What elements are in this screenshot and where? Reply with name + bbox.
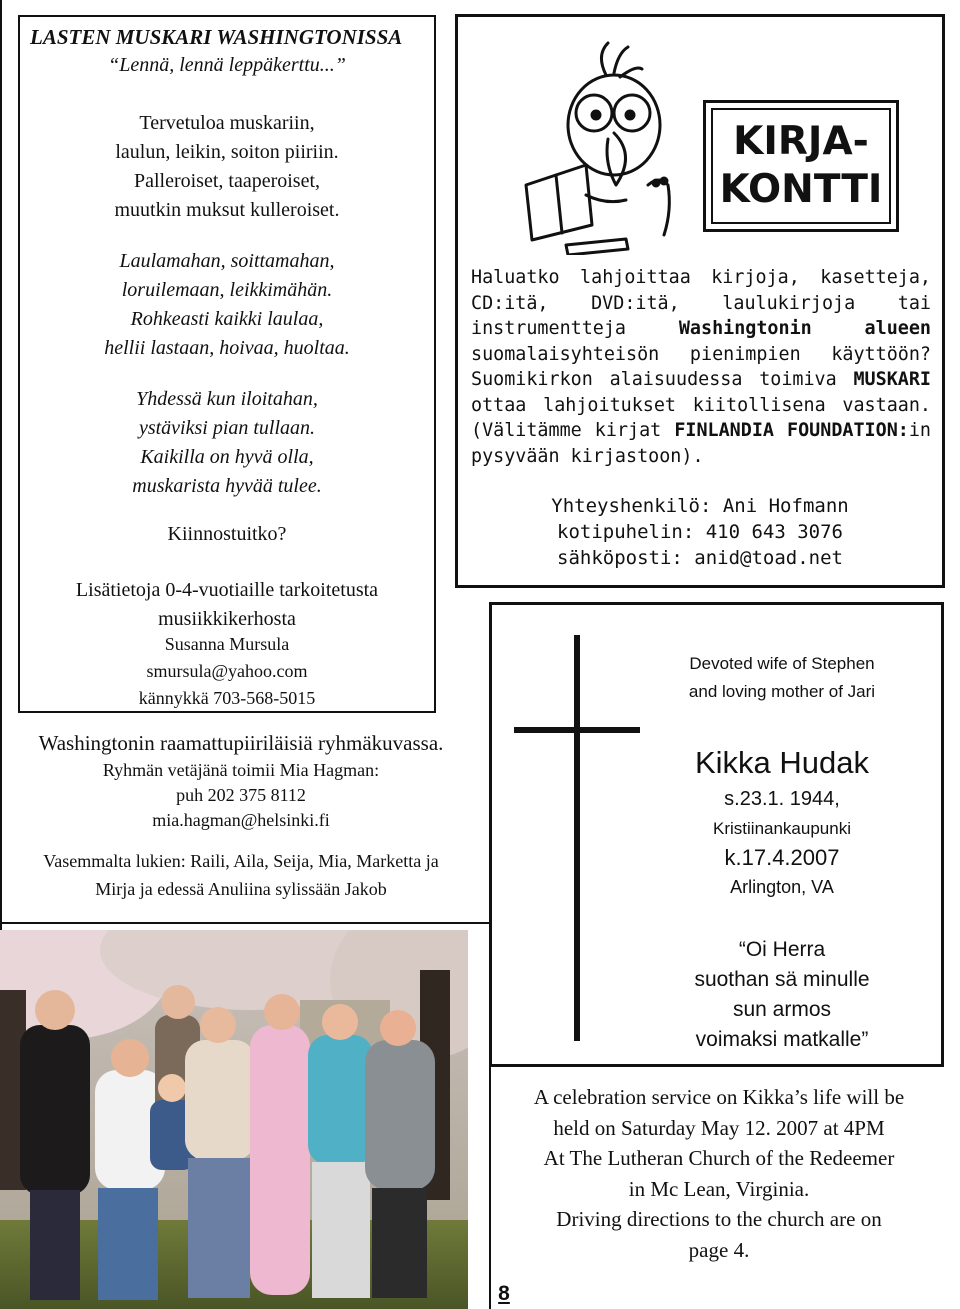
poem-stanza-3 — [20, 385, 434, 501]
cross-icon-bar — [514, 727, 640, 733]
celebration-line: At The Lutheran Church of the Redeemer — [543, 1146, 895, 1170]
muskari-contact — [20, 631, 434, 712]
dedication-line: Devoted wife of Stephen — [689, 654, 875, 673]
celebration-line: A celebration service on Kikka’s life will be — [533, 1085, 905, 1109]
memorial-birth-place: Kristiinankaupunki — [713, 819, 851, 838]
muskari-question: Kiinnostuitko? — [167, 523, 287, 545]
caption-line: Vasemmalta lukien: Raili, Aila, Seija, Mia, Marketta ja — [43, 851, 439, 871]
bible-group-details — [0, 758, 482, 833]
quote-line: voimaksi matkalle” — [695, 1028, 869, 1051]
memorial-dedication — [662, 650, 902, 706]
vertical-divider — [489, 1067, 491, 1309]
poem-line: Yhdessä kun iloitahan, — [136, 388, 318, 410]
celebration-notice — [496, 1082, 942, 1265]
horizontal-divider — [0, 922, 489, 924]
detail-line: Ryhmän vetäjänä toimii Mia Hagman: — [102, 760, 380, 780]
muskari-title: LASTEN MUSKARI WASHINGTONISSA — [30, 25, 403, 49]
info-line: Lisätietoja 0-4-vuotiaille tarkoitetusta — [75, 579, 379, 601]
info-line: musiikkikerhosta — [158, 608, 296, 630]
dedication-line: and loving mother of Jari — [688, 682, 876, 701]
page-number: 8 — [498, 1282, 510, 1305]
memorial-birth-date: s.23.1. 1944, — [724, 788, 840, 810]
contact-phone: kännykkä 703-568-5015 — [138, 688, 316, 708]
cross-icon — [574, 635, 580, 1041]
poem-line: hellii lastaan, hoivaa, huoltaa. — [104, 337, 350, 359]
contact-phone: kotipuhelin: 410 643 3076 — [557, 521, 843, 543]
poem-line: loruilemaan, leikkimähän. — [121, 279, 333, 301]
description-text: suomalaisyhteisön pienimpien käyttöön? Suomikirkon alaisuudessa toimiva — [471, 343, 931, 390]
memorial-box — [489, 602, 944, 1067]
celebration-line: page 4. — [688, 1237, 750, 1262]
celebration-line: Driving directions to the church are on — [556, 1207, 882, 1231]
left-divider — [0, 0, 2, 930]
logo-line-2: KONTTI — [719, 167, 883, 212]
bible-group-section — [0, 731, 482, 903]
contact-email[interactable]: smursula@yahoo.com — [146, 661, 308, 681]
muskari-subtitle: “Lennä, lennä leppäkerttu...” — [108, 54, 346, 76]
detail-email[interactable]: mia.hagman@helsinki.fi — [152, 810, 330, 830]
poem-line: laulun, leikin, soiton piiriin. — [115, 141, 339, 163]
memorial-name: Kikka Hudak — [694, 745, 870, 780]
poem-line: Palleroiset, taaperoiset, — [133, 170, 321, 192]
photo-caption — [0, 847, 482, 903]
poem-line: Kaikilla on hyvä olla, — [140, 446, 314, 468]
poem-stanza-2 — [20, 247, 434, 363]
poem-line: muutkin muksut kulleroiset. — [114, 199, 340, 221]
quote-line: suothan sä minulle — [694, 968, 870, 991]
memorial-death-date: k.17.4.2007 — [724, 845, 840, 870]
kirjakontti-box — [455, 14, 945, 588]
contact-email[interactable]: sähköposti: anid@toad.net — [557, 547, 843, 569]
celebration-line: in Mc Lean, Virginia. — [628, 1176, 810, 1201]
description-text: in pysyvään kirjastoon). — [471, 420, 931, 467]
detail-line: puh 202 375 8112 — [176, 785, 306, 805]
muskari-box — [18, 15, 436, 713]
description-bold: MUSKARI — [853, 369, 931, 390]
caption-line: Mirja ja edessä Anuliina sylissään Jakob — [95, 879, 387, 899]
poem-stanza-1 — [20, 109, 434, 225]
logo-line-1: KIRJA- — [733, 119, 869, 164]
memorial-death-place: Arlington, VA — [730, 877, 834, 897]
kirjakontti-logo — [703, 100, 899, 232]
kirjakontti-contact — [458, 493, 942, 571]
muskari-info — [20, 576, 434, 634]
poem-line: Laulamahan, soittamahan, — [119, 250, 335, 272]
group-photo — [0, 930, 468, 1309]
memorial-quote — [642, 935, 922, 1055]
poem-line: Rohkeasti kaikki laulaa, — [130, 308, 324, 330]
description-text: ottaa lahjoitukset kiitollisena vastaan. (Välitämme kirjat — [471, 394, 931, 441]
celebration-line: held on Saturday May 12. 2007 at 4PM — [553, 1115, 885, 1140]
poem-line: muskarista hyvää tulee. — [132, 475, 322, 497]
description-text: Haluatko lahjoittaa kirjoja, kasetteja, CD:itä, DVD:itä, laulukirjoja tai instrumentteja — [471, 267, 931, 339]
group-photo-image — [0, 930, 468, 1309]
quote-line: sun armos — [732, 998, 832, 1021]
contact-name: Susanna Mursula — [164, 634, 290, 654]
description-bold: Washingtonin alueen — [678, 318, 931, 339]
contact-person: Yhteyshenkilö: Ani Hofmann — [551, 495, 849, 517]
poem-line: Tervetuloa muskariin, — [139, 112, 315, 134]
description-bold: FINLANDIA FOUNDATION: — [674, 420, 909, 441]
kirjakontti-description — [471, 265, 931, 469]
quote-line: “Oi Herra — [738, 938, 826, 961]
bird-reading-icon — [496, 35, 696, 255]
poem-line: ystäviksi pian tullaan. — [138, 417, 316, 439]
bible-group-heading: Washingtonin raamattupiiriläisiä ryhmäkuvassa. — [38, 731, 444, 755]
